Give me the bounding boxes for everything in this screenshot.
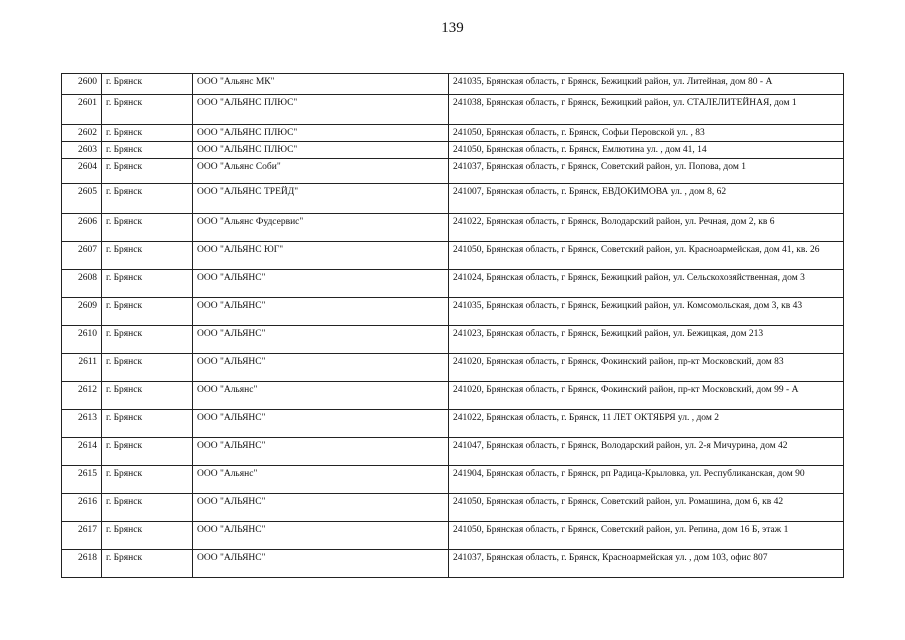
row-number: 2613 <box>62 410 102 438</box>
row-address: 241022, Брянская область, г Брянск, Володарский район, ул. Речная, дом 2, кв 6 <box>449 214 844 242</box>
row-organization: ООО "АЛЬЯНС" <box>193 438 449 466</box>
page-number: 139 <box>441 20 464 36</box>
table-row <box>62 410 844 438</box>
row-organization: ООО "АЛЬЯНС" <box>193 522 449 550</box>
row-city: г. Брянск <box>102 354 193 382</box>
row-number: 2617 <box>62 522 102 550</box>
table-row <box>62 125 844 142</box>
row-organization: ООО "АЛЬЯНС ЮГ" <box>193 242 449 270</box>
row-city: г. Брянск <box>102 74 193 95</box>
table-row <box>62 298 844 326</box>
table-row <box>62 242 844 270</box>
row-organization: ООО "Альянс" <box>193 382 449 410</box>
row-city: г. Брянск <box>102 410 193 438</box>
row-city: г. Брянск <box>102 95 193 125</box>
row-city: г. Брянск <box>102 242 193 270</box>
row-address: 241037, Брянская область, г Брянск, Советский район, ул. Попова, дом 1 <box>449 159 844 184</box>
row-organization: ООО "Альянс Соби" <box>193 159 449 184</box>
row-city: г. Брянск <box>102 270 193 298</box>
row-number: 2616 <box>62 494 102 522</box>
row-organization: ООО "АЛЬЯНС" <box>193 354 449 382</box>
row-city: г. Брянск <box>102 214 193 242</box>
row-city: г. Брянск <box>102 494 193 522</box>
row-number: 2602 <box>62 125 102 142</box>
row-organization: ООО "АЛЬЯНС" <box>193 550 449 578</box>
row-organization: ООО "АЛЬЯНС ПЛЮС" <box>193 125 449 142</box>
row-organization: ООО "АЛЬЯНС" <box>193 270 449 298</box>
registry-table <box>61 73 844 578</box>
row-number: 2607 <box>62 242 102 270</box>
row-address: 241904, Брянская область, г Брянск, рп Радица-Крыловка, ул. Республиканская, дом 90 <box>449 466 844 494</box>
row-address: 241035, Брянская область, г Брянск, Бежицкий район, ул. Литейная, дом 80 - А <box>449 74 844 95</box>
row-address: 241037, Брянская область, г. Брянск, Красноармейская ул. , дом 103, офис 807 <box>449 550 844 578</box>
row-organization: ООО "Альянс МК" <box>193 74 449 95</box>
table-row <box>62 466 844 494</box>
row-address: 241020, Брянская область, г Брянск, Фокинский район, пр-кт Московский, дом 83 <box>449 354 844 382</box>
row-number: 2615 <box>62 466 102 494</box>
row-organization: ООО "АЛЬЯНС ПЛЮС" <box>193 95 449 125</box>
row-address: 241024, Брянская область, г Брянск, Бежицкий район, ул. Сельскохозяйственная, дом 3 <box>449 270 844 298</box>
row-city: г. Брянск <box>102 125 193 142</box>
row-address: 241035, Брянская область, г Брянск, Бежицкий район, ул. Комсомольская, дом 3, кв 43 <box>449 298 844 326</box>
table-row <box>62 95 844 125</box>
row-organization: ООО "АЛЬЯНС" <box>193 326 449 354</box>
row-number: 2611 <box>62 354 102 382</box>
row-city: г. Брянск <box>102 466 193 494</box>
table-row <box>62 438 844 466</box>
row-number: 2601 <box>62 95 102 125</box>
row-city: г. Брянск <box>102 184 193 214</box>
row-city: г. Брянск <box>102 382 193 410</box>
row-city: г. Брянск <box>102 326 193 354</box>
table-row <box>62 550 844 578</box>
row-number: 2600 <box>62 74 102 95</box>
row-city: г. Брянск <box>102 522 193 550</box>
table-row <box>62 494 844 522</box>
table-row <box>62 270 844 298</box>
table-row <box>62 74 844 95</box>
row-address: 241007, Брянская область, г. Брянск, ЕВДОКИМОВА ул. , дом 8, 62 <box>449 184 844 214</box>
row-number: 2610 <box>62 326 102 354</box>
row-address: 241022, Брянская область, г. Брянск, 11 ЛЕТ ОКТЯБРЯ ул. , дом 2 <box>449 410 844 438</box>
row-address: 241050, Брянская область, г. Брянск, Софьи Перовской ул. , 83 <box>449 125 844 142</box>
row-number: 2603 <box>62 142 102 159</box>
row-number: 2604 <box>62 159 102 184</box>
row-number: 2606 <box>62 214 102 242</box>
table-row <box>62 354 844 382</box>
row-number: 2608 <box>62 270 102 298</box>
row-city: г. Брянск <box>102 298 193 326</box>
row-address: 241050, Брянская область, г. Брянск, Емлютина ул. , дом 41, 14 <box>449 142 844 159</box>
row-number: 2605 <box>62 184 102 214</box>
row-organization: ООО "АЛЬЯНС ТРЕЙД" <box>193 184 449 214</box>
row-city: г. Брянск <box>102 159 193 184</box>
row-number: 2609 <box>62 298 102 326</box>
row-organization: ООО "АЛЬЯНС" <box>193 410 449 438</box>
table-row <box>62 159 844 184</box>
row-organization: ООО "АЛЬЯНС" <box>193 298 449 326</box>
row-address: 241050, Брянская область, г Брянск, Советский район, ул. Красноармейская, дом 41, кв. 26 <box>449 242 844 270</box>
row-city: г. Брянск <box>102 550 193 578</box>
row-number: 2618 <box>62 550 102 578</box>
row-address: 241047, Брянская область, г Брянск, Володарский район, ул. 2-я Мичурина, дом 42 <box>449 438 844 466</box>
row-address: 241050, Брянская область, г Брянск, Советский район, ул. Ромашина, дом 6, кв 42 <box>449 494 844 522</box>
table-row <box>62 326 844 354</box>
table-row <box>62 214 844 242</box>
row-city: г. Брянск <box>102 142 193 159</box>
row-number: 2614 <box>62 438 102 466</box>
row-address: 241050, Брянская область, г Брянск, Советский район, ул. Репина, дом 16 Б, этаж 1 <box>449 522 844 550</box>
table-row <box>62 382 844 410</box>
row-organization: ООО "Альянс Фудсервис" <box>193 214 449 242</box>
table-row <box>62 142 844 159</box>
row-organization: ООО "АЛЬЯНС" <box>193 494 449 522</box>
row-organization: ООО "АЛЬЯНС ПЛЮС" <box>193 142 449 159</box>
row-organization: ООО "Альянс" <box>193 466 449 494</box>
row-number: 2612 <box>62 382 102 410</box>
row-city: г. Брянск <box>102 438 193 466</box>
row-address: 241038, Брянская область, г Брянск, Бежицкий район, ул. СТАЛЕЛИТЕЙНАЯ, дом 1 <box>449 95 844 125</box>
row-address: 241020, Брянская область, г Брянск, Фокинский район, пр-кт Московский, дом 99 - А <box>449 382 844 410</box>
table-row <box>62 184 844 214</box>
table-row <box>62 522 844 550</box>
row-address: 241023, Брянская область, г Брянск, Бежицкий район, ул. Бежицкая, дом 213 <box>449 326 844 354</box>
